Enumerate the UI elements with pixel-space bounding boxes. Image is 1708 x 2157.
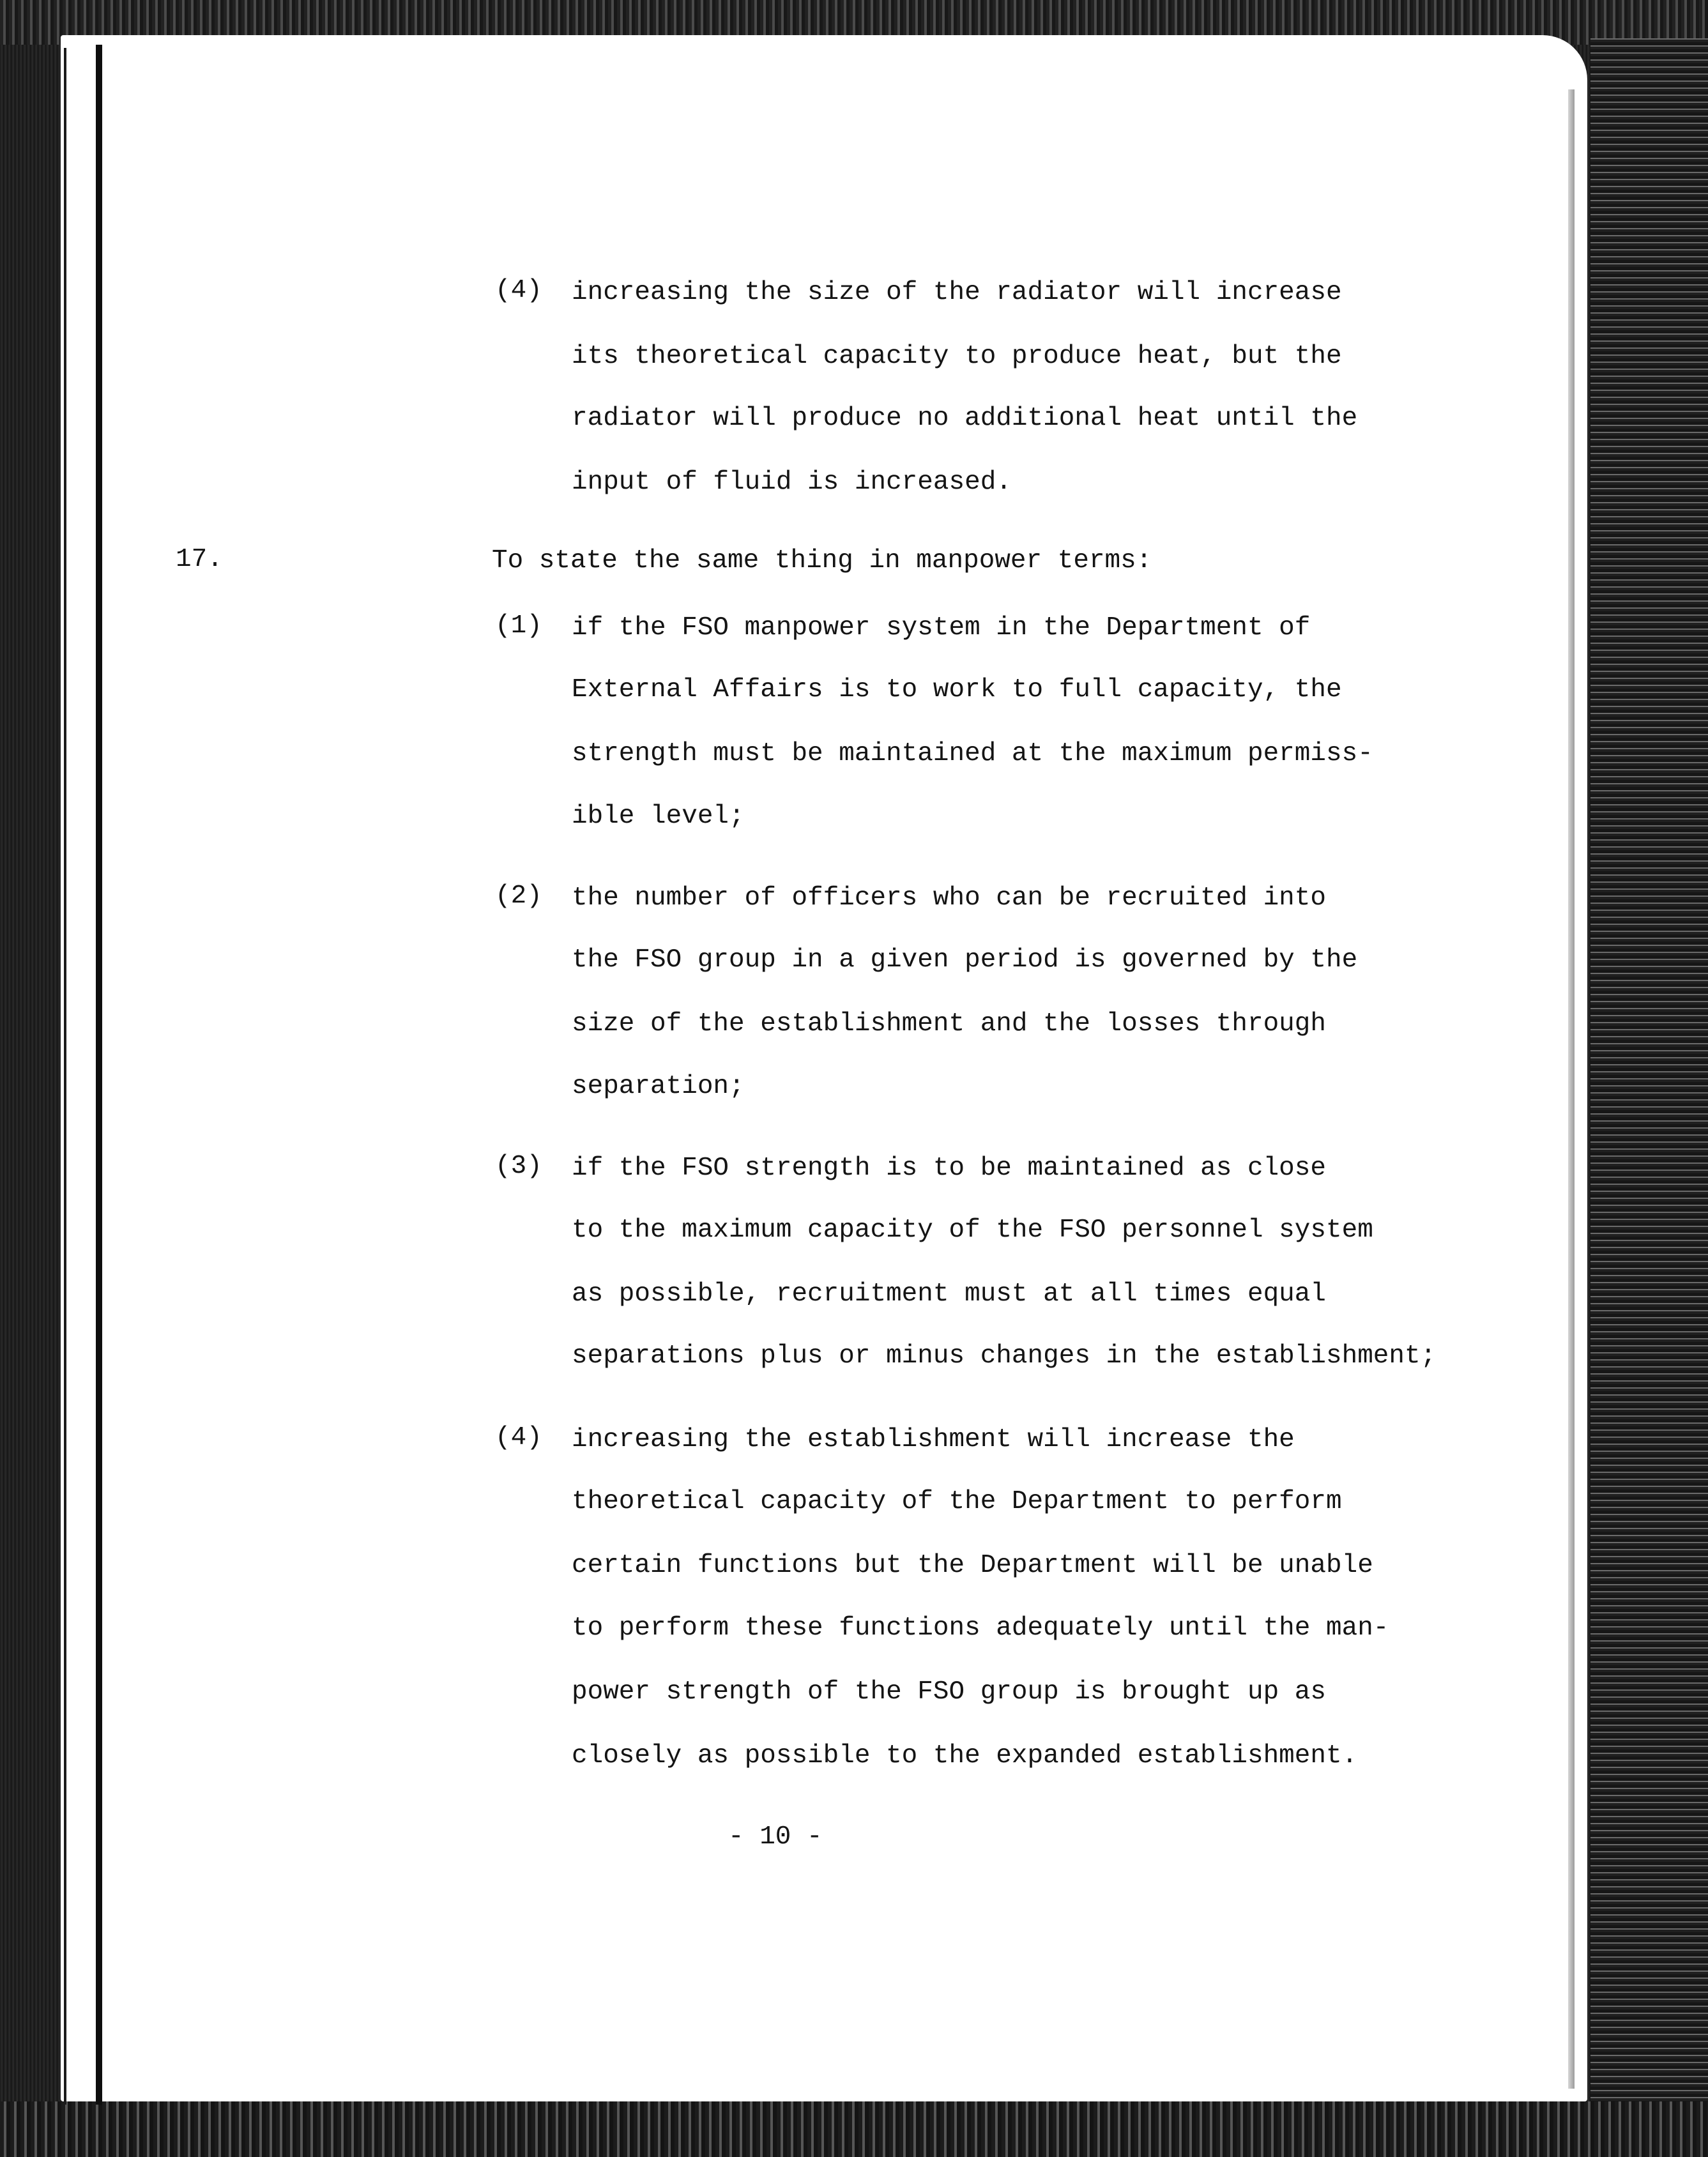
item-label: (2) — [495, 881, 542, 911]
scan-border-right — [1590, 38, 1708, 2108]
text-line: input of fluid is increased. — [572, 468, 1012, 497]
text-line: if the FSO strength is to be maintained as close — [572, 1154, 1326, 1183]
text-line: to the maximum capacity of the FSO personnel system — [572, 1216, 1373, 1245]
text-line: as possible, recruitment must at all times equal — [572, 1279, 1326, 1309]
text-line: separation; — [572, 1072, 745, 1101]
text-line: to perform these functions adequately until the man- — [572, 1613, 1389, 1643]
page-number: - 10 - — [728, 1822, 823, 1852]
text-line: radiator will produce no additional heat until the — [572, 404, 1358, 433]
paragraph-number: 17. — [176, 545, 223, 574]
text-line: theoretical capacity of the Department to perform — [572, 1487, 1342, 1516]
text-line: closely as possible to the expanded establishment. — [572, 1741, 1358, 1771]
text-line: the FSO group in a given period is governed by the — [572, 945, 1358, 975]
scan-border-bottom — [0, 2101, 1708, 2157]
item-label: (1) — [495, 611, 542, 641]
text-line: ible level; — [572, 802, 745, 831]
text-line: separations plus or minus changes in the establishment; — [572, 1341, 1437, 1371]
item-label: (4) — [495, 276, 542, 305]
paragraph-intro: To state the same thing in manpower terms: — [492, 546, 1152, 575]
item-label: (3) — [495, 1152, 542, 1181]
text-line: External Affairs is to work to full capacity, the — [572, 675, 1342, 705]
text-line: certain functions but the Department will be unable — [572, 1551, 1373, 1580]
page-right-edge — [1568, 89, 1575, 2089]
text-line: increasing the establishment will increase the — [572, 1425, 1295, 1454]
text-line: size of the establishment and the losses through — [572, 1009, 1326, 1039]
item-label: (4) — [495, 1423, 542, 1452]
text-line: its theoretical capacity to produce heat, but the — [572, 342, 1342, 371]
binding-rule — [64, 48, 66, 2105]
text-line: strength must be maintained at the maximum permiss- — [572, 739, 1373, 768]
text-line: power strength of the FSO group is brought up as — [572, 1677, 1326, 1707]
text-line: increasing the size of the radiator will increase — [572, 278, 1342, 307]
text-line: the number of officers who can be recruited into — [572, 883, 1326, 913]
binding-edge — [96, 45, 102, 2105]
text-line: if the FSO manpower system in the Department of — [572, 613, 1311, 643]
